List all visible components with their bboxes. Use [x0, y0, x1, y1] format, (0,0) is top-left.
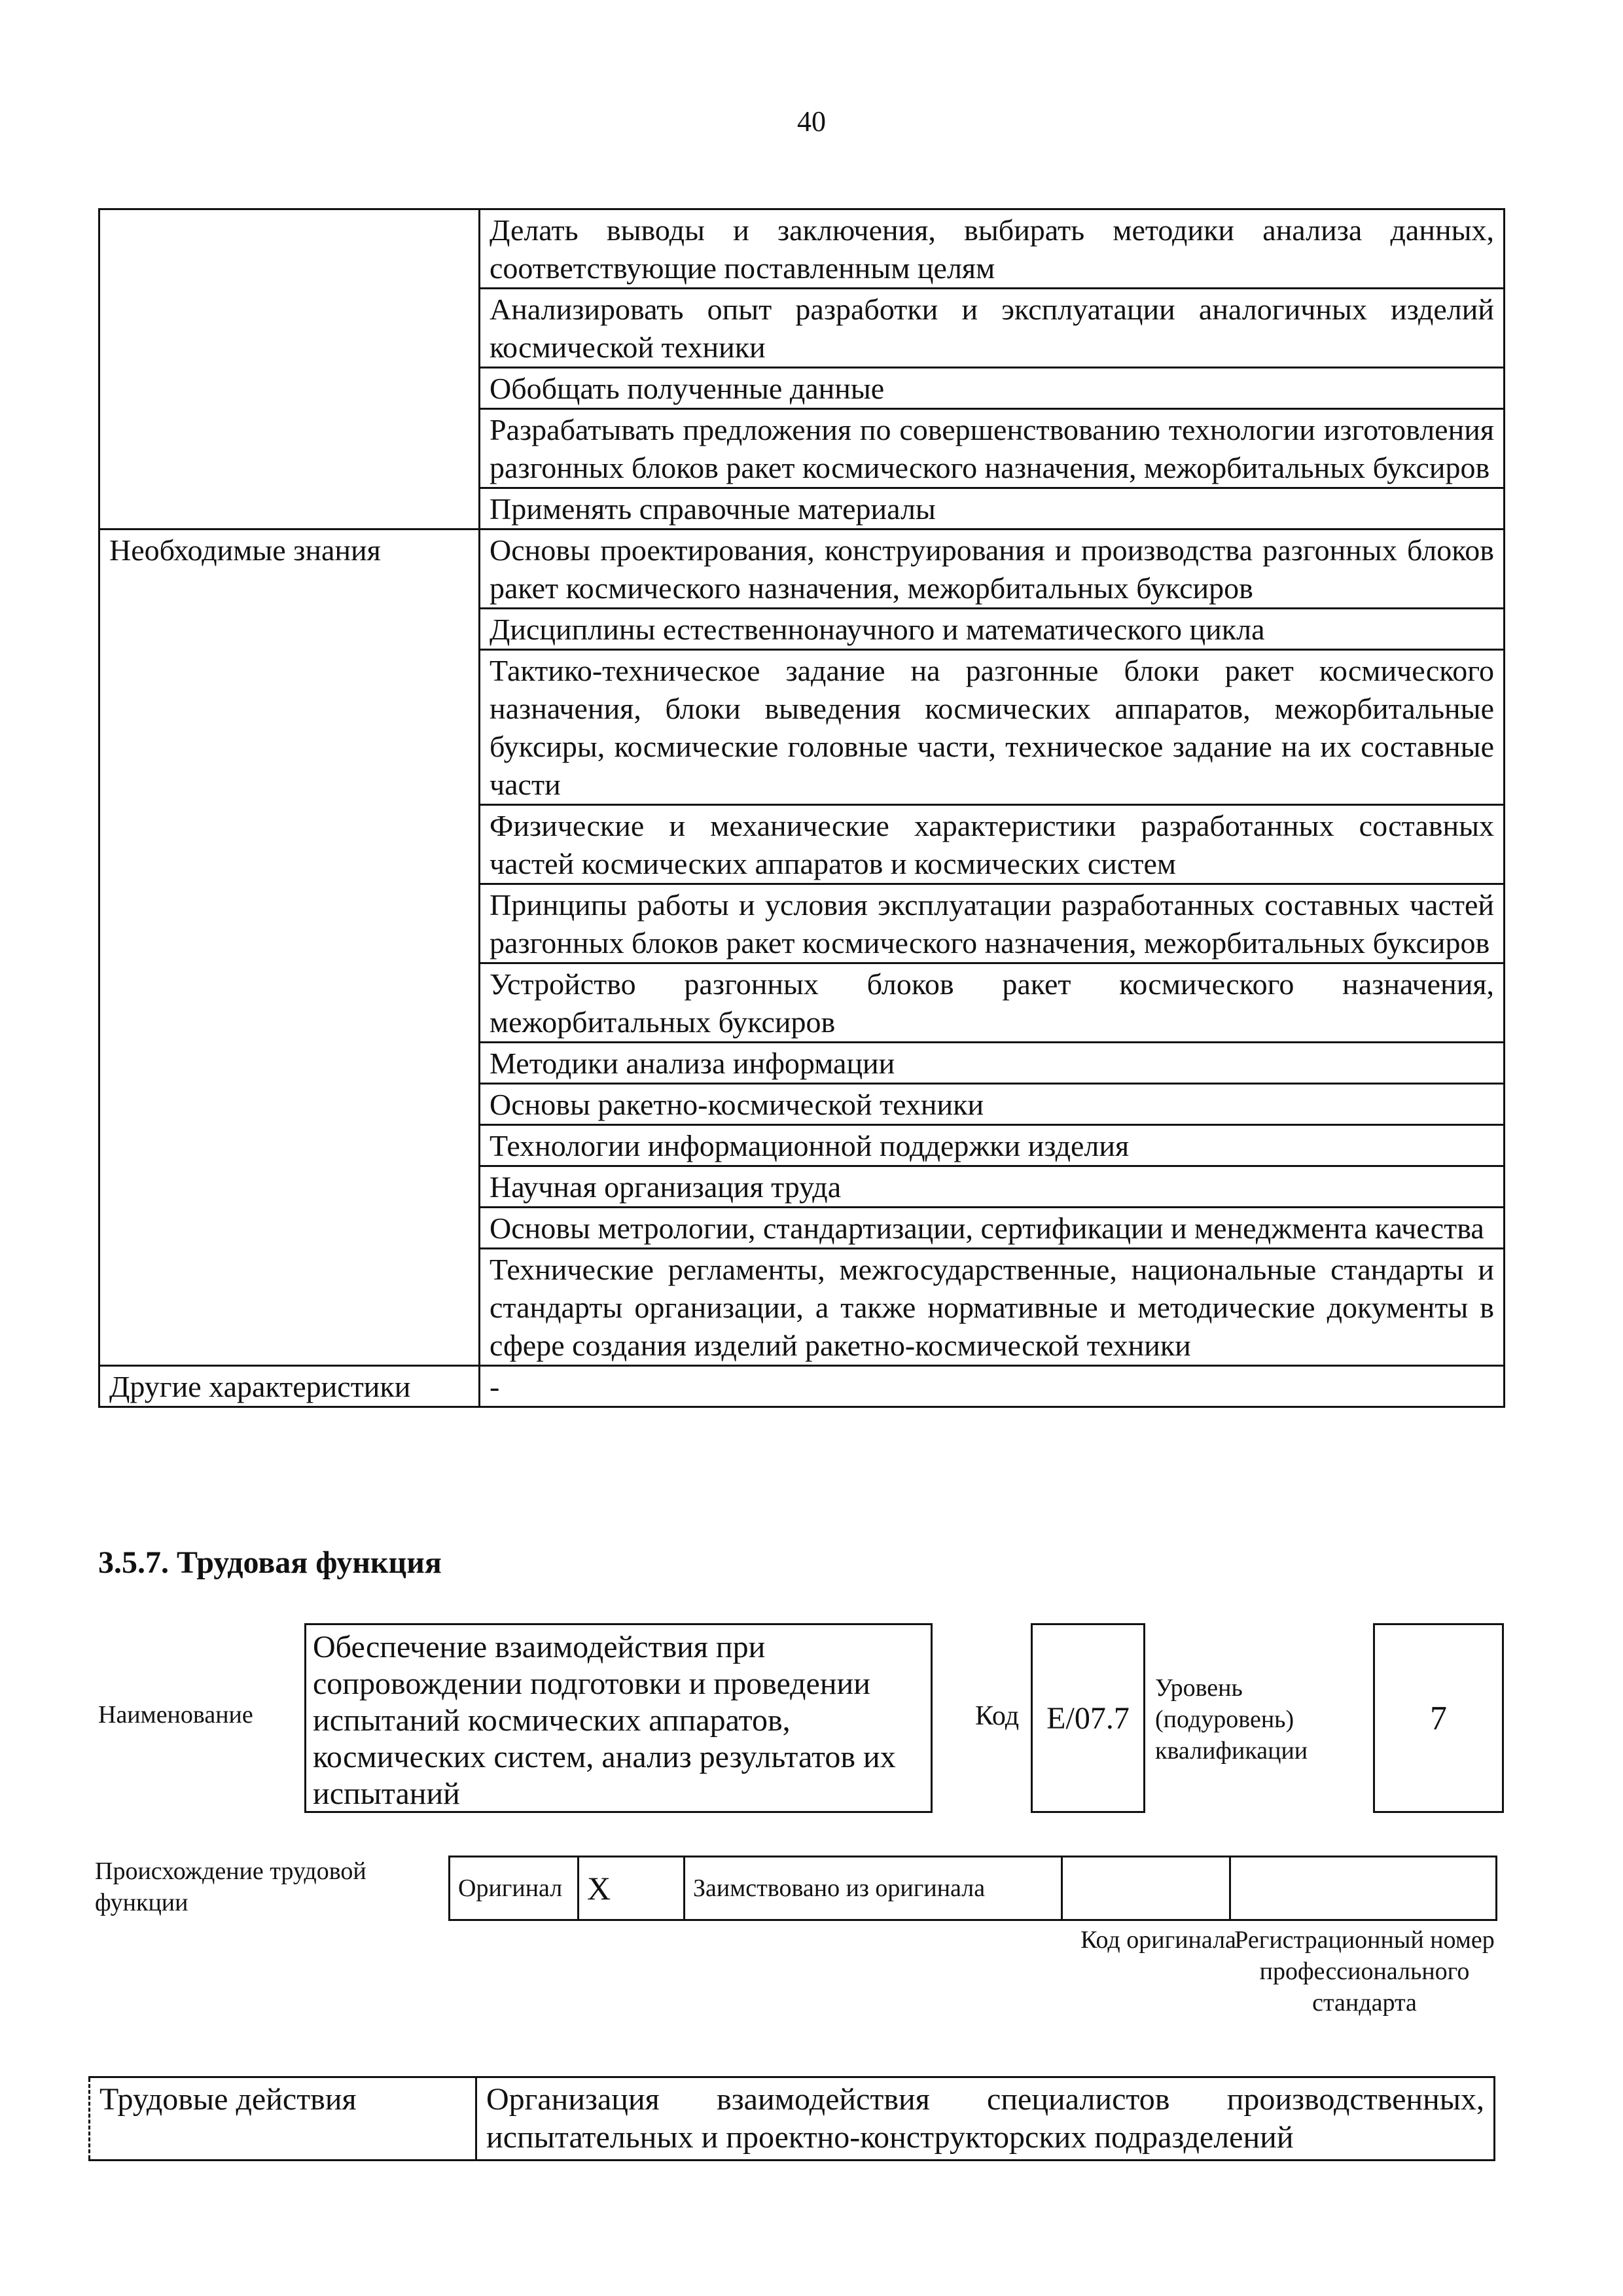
table-row: [99, 529, 1505, 609]
page-number: 40: [797, 105, 826, 137]
reg-caption: Регистрационный номер профессионального стандарта: [1234, 1926, 1495, 2017]
actions-label: Трудовые действия: [90, 2077, 476, 2161]
other-label: Другие характеристики: [99, 1366, 480, 1407]
table-row: [90, 2077, 1495, 2161]
code-value: E/07.7: [1031, 1623, 1145, 1813]
actions-table: [88, 2076, 1495, 2161]
table-cell: Дисциплины естественнонаучного и математического цикла: [480, 609, 1505, 650]
table-cell: Принципы работы и условия эксплуатации разработанных составных частей разгонных блоков ракет космического назначения, межорбитальных буксиров: [480, 884, 1505, 963]
skills-label-cell: [99, 209, 480, 529]
table-cell: Обобщать полученные данные: [480, 368, 1505, 409]
origin-row: [450, 1856, 1497, 1921]
origin-reg-cell: [1229, 1856, 1497, 1921]
level-value: 7: [1373, 1623, 1504, 1813]
table-cell: Основы ракетно-космической техники: [480, 1084, 1505, 1125]
table-cell: Основы метрологии, стандартизации, сертификации и менеджмента качества: [480, 1208, 1505, 1249]
section-title: 3.5.7. Трудовая функция: [98, 1545, 442, 1580]
table-cell: Тактико-техническое задание на разгонные блоки ракет космического назначения, блоки выведения космических аппаратов, межорбитальные буксиры, космические головные части, техническое задание на их составные части: [480, 650, 1505, 805]
level-label: Уровень (подуровень) квалификации: [1155, 1674, 1308, 1765]
table-cell: Физические и механические характеристики разработанных составных частей космических аппаратов и космических систем: [480, 805, 1505, 884]
function-name-value: Обеспечение взаимодействия при сопровождении подготовки и проведении испытаний космических аппаратов, космических систем, анализ результатов их испытаний: [304, 1623, 933, 1813]
origin-label: Происхождение трудовой функции: [95, 1857, 366, 1916]
table-cell: Разрабатывать предложения по совершенствованию технологии изготовления разгонных блоков ракет космического назначения, межорбитальных буксиров: [480, 409, 1505, 488]
origin-original-cell: Оригинал: [448, 1856, 579, 1921]
table-cell: Научная организация труда: [480, 1166, 1505, 1208]
table-cell: Делать выводы и заключения, выбирать методики анализа данных, соответствующие поставленным целям: [480, 209, 1505, 289]
origin-mark-cell: X: [577, 1856, 685, 1921]
name-label: Наименование: [98, 1701, 253, 1729]
origin-borrowed-cell: Заимствовано из оригинала: [683, 1856, 1063, 1921]
origin-code-cell: [1061, 1856, 1231, 1921]
table-row: [99, 209, 1505, 289]
table-row: [99, 1366, 1505, 1407]
knowledge-label: Необходимые знания: [99, 529, 480, 1366]
skills-knowledge-table: [98, 208, 1505, 1408]
table-cell: Применять справочные материалы: [480, 488, 1505, 529]
actions-value: Организация взаимодействия специалистов производственных, испытательных и проектно-конструкторских подразделений: [476, 2077, 1495, 2161]
other-value: -: [480, 1366, 1505, 1407]
table-cell: Технические регламенты, межгосударственные, национальные стандарты и стандарты организации, а также нормативные и методические документы в сфере создания изделий ракетно-космической техники: [480, 1249, 1505, 1366]
table-cell: Основы проектирования, конструирования и производства разгонных блоков ракет космического назначения, межорбитальных буксиров: [480, 529, 1505, 609]
table-cell: Устройство разгонных блоков ракет космического назначения, межорбитальных буксиров: [480, 963, 1505, 1043]
code-label: Код: [975, 1701, 1020, 1731]
table-cell: Анализировать опыт разработки и эксплуатации аналогичных изделий космической техники: [480, 289, 1505, 368]
code-caption: Код оригинала: [1080, 1926, 1236, 1954]
table-cell: Технологии информационной поддержки изделия: [480, 1125, 1505, 1166]
table-cell: Методики анализа информации: [480, 1043, 1505, 1084]
